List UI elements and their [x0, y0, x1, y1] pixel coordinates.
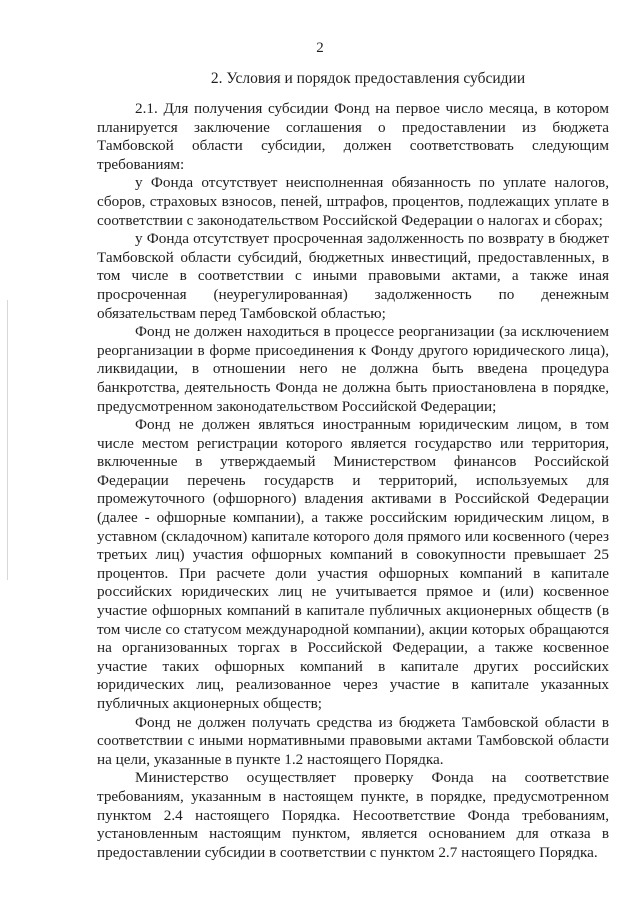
paragraph-2-1-intro: 2.1. Для получения субсидии Фонд на первое число месяца, в котором планируется заключение соглашения о предоставлении из бюджета Тамбовской области субсидии, должен соответствовать следующим требованиям: — [97, 100, 609, 173]
section-heading: 2. Условия и порядок предоставления субсидии — [210, 70, 526, 87]
paragraph-offshore-requirement: Фонд не должен являться иностранным юридическим лицом, в том числе местом регистрации которого является государство или территория, включенные в утверждаемый Министерством финансов Российской Федерации перечень государств и территорий, используемых для промежуточного (офшорного) владения активами в Российской Федерации (далее - офшорные компании), а также российским юридическим лицом, в уставном (складочном) капитале которого доля прямого или косвенного (через третьих лиц) участия офшорных компаний в совокупности превышает 25 процентов. При расчете доли участия офшорных компаний в капитале российских юридических лиц не учитывается прямое и (или) косвенное участие офшорных компаний в капитале публичных акционерных обществ (в том числе со статусом международной компании), акции которых обращаются на организованных торгах в Российской Федерации, а также косвенное участие таких офшорных компаний в капитале других российских юридических лиц, реализованное через участие в капитале указанных публичных акционерных обществ; — [97, 416, 609, 712]
page-number: 2 — [316, 40, 324, 56]
margin-rule — [7, 300, 8, 580]
paragraph-ministry-check: Министерство осуществляет проверку Фонда на соответствие требованиям, указанным в настоящем пункте, в порядке, предусмотренном пунктом 2.4 настоящего Порядка. Несоответствие Фонда требованиям, установленным настоящим пунктом, является основанием для отказа в предоставлении субсидии в соответствии с пунктом 2.7 настоящего Порядка. — [97, 769, 609, 861]
paragraph-reorganization-requirement: Фонд не должен находиться в процессе реорганизации (за исключением реорганизации в форме присоединения к Фонду другого юридического лица), ликвидации, в отношении него не должна быть введена процедура банкротства, деятельность Фонда не должна быть приостановлена в порядке, предусмотренном законодательством Российской Федерации; — [97, 323, 609, 415]
paragraph-tax-requirement: у Фонда отсутствует неисполненная обязанность по уплате налогов, сборов, страховых взносов, пеней, штрафов, процентов, подлежащих уплате в соответствии с законодательством Российской Федерации о налогах и сборах; — [97, 174, 609, 229]
document-body — [97, 100, 609, 862]
paragraph-debt-requirement: у Фонда отсутствует просроченная задолженность по возврату в бюджет Тамбовской области субсидий, бюджетных инвестиций, предоставленных, в том числе в соответствии с иными правовыми актами, а также иная просроченная (неурегулированная) задолженность по денежным обязательствам перед Тамбовской областью; — [97, 230, 609, 322]
paragraph-budget-funds-requirement: Фонд не должен получать средства из бюджета Тамбовской области в соответствии с иными нормативными правовыми актами Тамбовской области на цели, указанные в пункте 1.2 настоящего Порядка. — [97, 713, 609, 768]
